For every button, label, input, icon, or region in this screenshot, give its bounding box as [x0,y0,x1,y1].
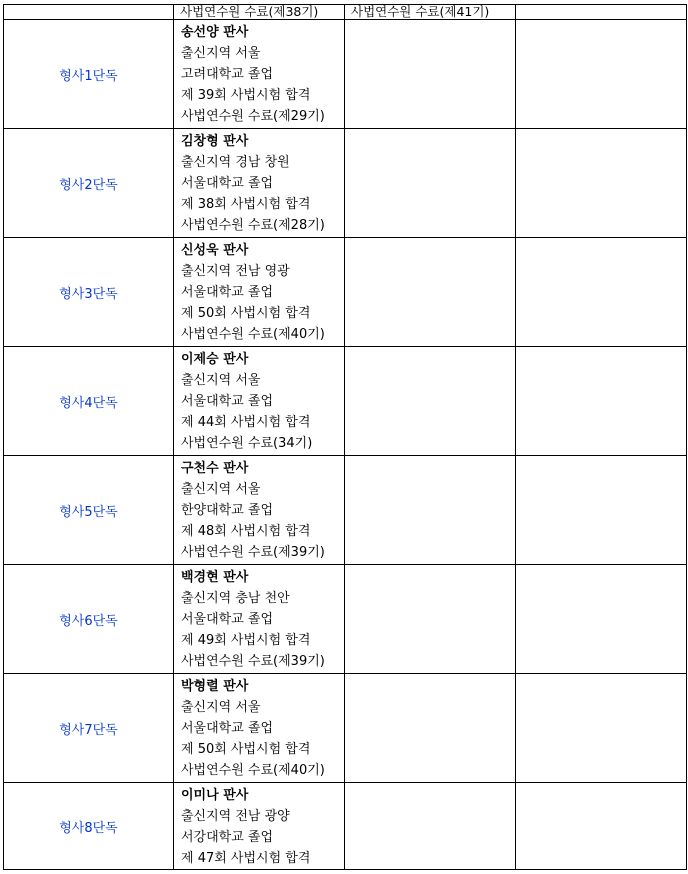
judge-info-cell [174,674,345,783]
judge-school: 서울대학교 졸업 [181,721,274,736]
training-text: 사법연수원 수료(제41기) [351,4,490,19]
judge-exam: 제 48회 사법시험 합격 [181,524,311,539]
judge-school: 서울대학교 졸업 [181,612,274,627]
division-cell: 형사8단독 [4,783,174,870]
division-cell: 형사7단독 [4,674,174,783]
empty-cell [345,674,516,783]
division-cell: 형사1단독 [4,20,174,129]
division-cell: 형사6단독 [4,565,174,674]
training-text: 사법연수원 수료(제38기) [180,4,319,19]
judge-school: 한양대학교 졸업 [181,503,274,518]
judge-school: 서울대학교 졸업 [181,394,274,409]
judge-info [174,347,344,454]
table-row [4,5,687,20]
table-row [4,456,687,565]
judge-exam: 제 39회 사법시험 합격 [181,88,311,103]
judges-table [3,4,687,870]
judge-info [174,456,344,563]
empty-cell [345,129,516,238]
empty-cell [345,347,516,456]
judge-origin: 출신지역 전남 광양 [181,809,290,824]
judge-info [174,674,344,781]
judge-info-cell [174,238,345,347]
empty-cell [516,783,687,870]
judge-origin: 출신지역 전남 영광 [181,264,290,279]
empty-cell [516,129,687,238]
judge-info-cell [174,783,345,870]
table-row [4,783,687,870]
judge-name: 박형렬 판사 [181,679,249,694]
judge-info-cell [174,20,345,129]
judge-training: 사법연수원 수료(제39기) [181,545,325,560]
judge-origin: 출신지역 서울 [181,700,261,715]
table-row [4,20,687,129]
judge-origin: 출신지역 경남 창원 [181,155,290,170]
judge-name: 김창형 판사 [181,134,249,149]
empty-cell [516,347,687,456]
judge-name: 이미나 판사 [181,788,249,803]
table-row [4,238,687,347]
judge-training: 사법연수원 수료(제28기) [181,218,325,233]
empty-cell [516,20,687,129]
judge-training: 사법연수원 수료(34기) [181,436,313,451]
training-cell [345,5,516,20]
judge-school: 고려대학교 졸업 [181,67,274,82]
judge-training: 사법연수원 수료(제39기) [181,654,325,669]
training-cell [174,5,345,20]
division-cell: 형사3단독 [4,238,174,347]
judge-school: 서울대학교 졸업 [181,285,274,300]
empty-cell [516,238,687,347]
table-row [4,347,687,456]
empty-cell [516,674,687,783]
judge-exam: 제 50회 사법시험 합격 [181,742,311,757]
empty-cell [516,456,687,565]
division-cell: 형사5단독 [4,456,174,565]
judge-exam: 제 50회 사법시험 합격 [181,306,311,321]
judge-exam: 제 44회 사법시험 합격 [181,415,311,430]
judge-info [174,565,344,672]
empty-cell [345,238,516,347]
table-row [4,565,687,674]
judge-training: 사법연수원 수료(제40기) [181,327,325,342]
judge-training: 사법연수원 수료(제29기) [181,109,325,124]
judge-info [174,238,344,345]
empty-cell [345,20,516,129]
judge-origin: 출신지역 서울 [181,46,261,61]
judge-name: 이제승 판사 [181,352,249,367]
judge-exam: 제 38회 사법시험 합격 [181,197,311,212]
empty-cell [345,783,516,870]
judge-name: 구천수 판사 [181,461,249,476]
judge-info [174,20,344,127]
judge-origin: 출신지역 충남 천안 [181,591,290,606]
judge-name: 백경현 판사 [181,570,249,585]
empty-cell [345,456,516,565]
empty-cell [345,565,516,674]
empty-cell [516,565,687,674]
judge-info [174,783,344,869]
judge-info-cell [174,456,345,565]
judge-info [174,129,344,236]
table-row [4,674,687,783]
judge-training: 사법연수원 수료(제40기) [181,763,325,778]
judge-name: 신성욱 판사 [181,243,249,258]
judge-name: 송선양 판사 [181,25,249,40]
division-cell: 형사2단독 [4,129,174,238]
judge-info-cell [174,129,345,238]
judge-school: 서강대학교 졸업 [181,830,274,845]
judge-origin: 출신지역 서울 [181,482,261,497]
judge-origin: 출신지역 서울 [181,373,261,388]
table-row [4,129,687,238]
empty-cell [516,5,687,20]
judge-school: 서울대학교 졸업 [181,176,274,191]
division-cell: 형사4단독 [4,347,174,456]
judge-info-cell [174,565,345,674]
judge-info-cell [174,347,345,456]
empty-cell [4,5,174,20]
judge-exam: 제 49회 사법시험 합격 [181,633,311,648]
judge-exam: 제 47회 사법시험 합격 [181,851,311,866]
